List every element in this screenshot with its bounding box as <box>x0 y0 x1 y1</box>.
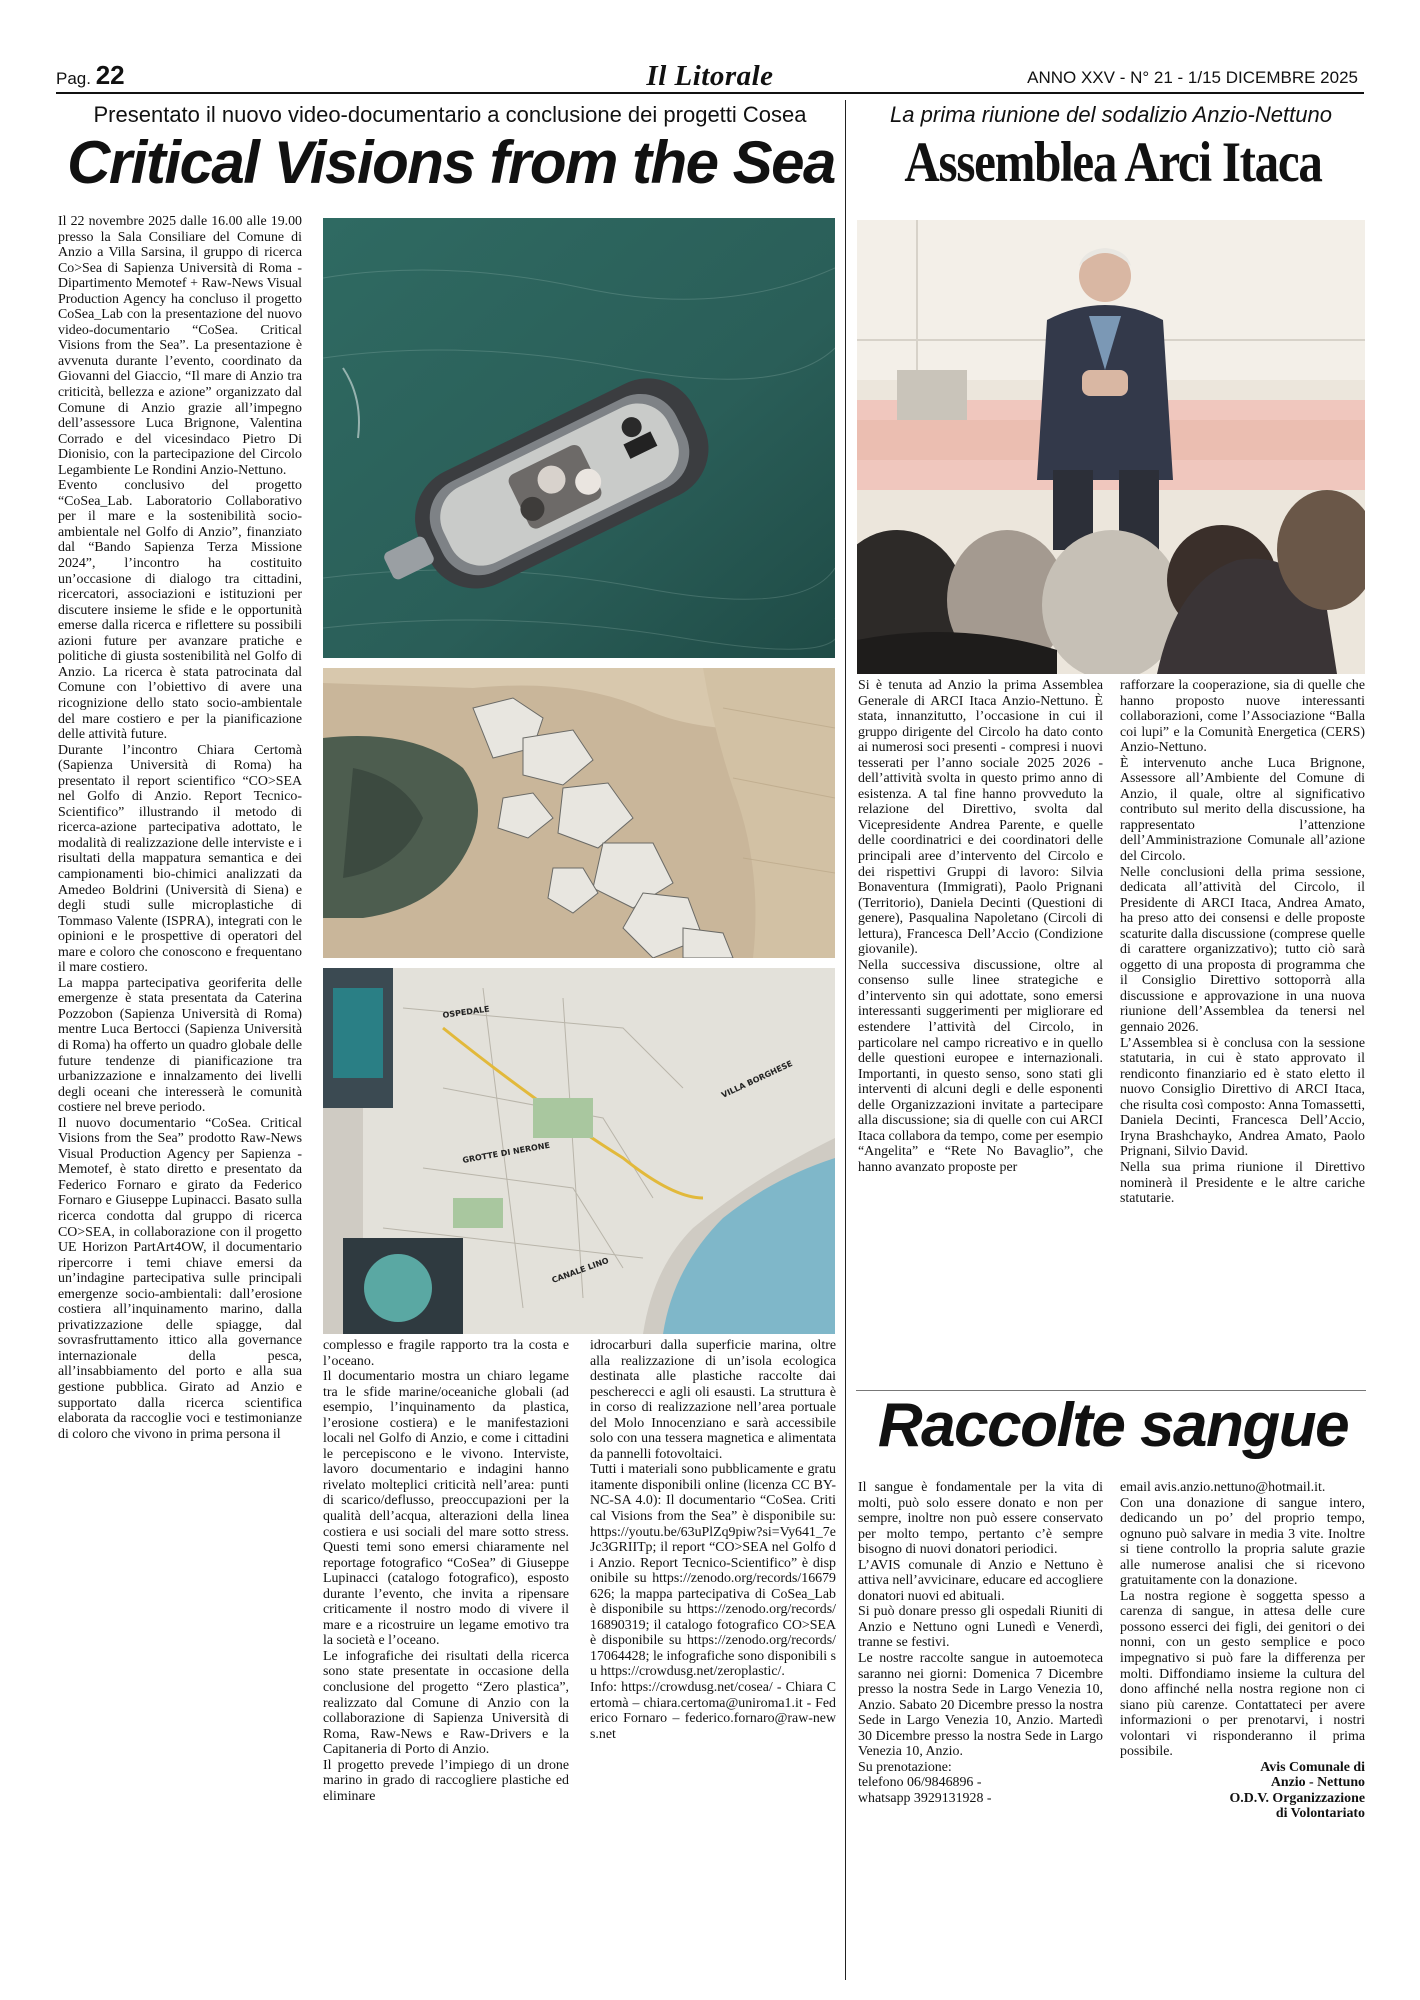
newspaper-title: Il Litorale <box>646 60 774 92</box>
speaker-photo <box>857 220 1365 674</box>
aerial-boat-photo <box>323 218 835 658</box>
cosea-column-3 <box>590 1338 836 1983</box>
issue-info: ANNO XXV - N° 21 - 1/15 DICEMBRE 2025 <box>1027 68 1358 87</box>
arci-kicker: La prima riunione del sodalizio Anzio-Nettuno <box>890 102 1332 127</box>
arci-paragraph: Nelle conclusioni della prima sessione, dedicata all’attività del Circolo, il Presidente di ARCI Itaca, Andrea Amato, ha preso atto dei consensi e delle proposte scaturite dalla discussione (comprese quelle di carattere organizzativo); tutto ciò sarà oggetto di una proposta di programma che il Consiglio Direttivo sottoporrà alla discussione e approvazione in una nuova riunione dell’Assemblea da tenersi nel gennaio 2026. <box>1120 864 1365 1036</box>
map-label: VILLA BORGHESE <box>720 1058 794 1100</box>
sangue-contact-phone: telefono 06/9846896 - <box>858 1775 982 1791</box>
map-label: CANALE LINO <box>550 1255 610 1285</box>
cosea-headline: Critical Visions from the Sea <box>67 129 835 196</box>
map-label: GROTTE DI NERONE <box>461 1140 551 1165</box>
arci-paragraph: È intervenuto anche Luca Brignone, Assessore all’Ambiente del Comune di Anzio, il quale, oltre al significativo contributo sul merito della discussione, ha rappresentato l’attenzione dell’Amministrazione Comunale all’azione del Circolo. <box>1120 755 1365 865</box>
cosea-paragraph: Info: https://crowdusg.net/cosea/ - Chiara Certomà – chiara.certoma@uniroma1.it - Federico Fornaro – federico.fornaro@raw-news.net <box>590 1680 836 1742</box>
sangue-column-2 <box>1120 1480 1365 1985</box>
sangue-paragraph: Il sangue è fondamentale per la vita di molti, può solo essere donato e non per sempre, inoltre non può essere conservato per molto tempo, pertanto c’è sempre bisogno di nuovi donatori periodici. <box>858 1480 1103 1558</box>
cosea-paragraph: idrocarburi dalla superficie marina, oltre alla realizzazione di un’isola ecologica destinata alle plastiche raccolte dai pescherecci e agli oli esausti. La struttura è in corso di realizzazione nell’area portuale del Molo Innocenziano e sarà accessibile solo con una tessera magnetica e alimentata da pannelli fotovoltaici. <box>590 1338 836 1462</box>
arci-paragraph: L’Assemblea si è conclusa con la sessione statutaria, in cui è stato approvato il rendiconto finanziario ed è stato eletto il nuovo Consiglio Direttivo di ARCI Itaca, che risulta così composto: Anna Tomassetti, Daniela Decinti, Francesca Dell’Accio, Iryna Brashchayko, Andrea Amato, Paolo Prignani, Silvio David. <box>1120 1035 1365 1160</box>
arci-paragraph: Si è tenuta ad Anzio la prima Assemblea Generale di ARCI Itaca Anzio-Nettuno. È stata, innanzitutto, l’occasione in cui il gruppo dirigente del Circolo ha dato conto ai numerosi soci presenti - compresi i nuovi tesserati per l’anno sociale 2025 2026 - dell’attività svolta in questo primo anno di esistenza. A tal fine hanno provveduto la relazione del Direttivo, svolta dal Vicepresidente Andrea Parente, e quelle delle coordinatrici e dei coordinatori delle principali aree d’intervento del Circolo e dei rispettivi Gruppi di lavoro: Silvia Bonaventura (Immigrati), Paolo Prignani (Territorio), Daniela Decinti (Questioni di genere), Pasqualina Napoletano (Circoli di lettura), Francesca Dell’Accio (Condizione giovanile). <box>858 678 1103 958</box>
sangue-paragraph: Si può donare presso gli ospedali Riuniti di Anzio e Nettuno ogni Lunedì e Venerdì, tranne se festivi. <box>858 1604 1103 1651</box>
cosea-paragraph: Il nuovo documentario “CoSea. Critical Visions from the Sea” prodotto Raw-News Visual Production Agency per Sapienza - Memotef, è stato diretto e presentato da Federico Fornaro e girato da Federico Fornaro e Giuseppe Lupinacci. Basato sulla ricerca condotta dal gruppo di ricerca CO>SEA, in collaborazione con il progetto UE Horizon PartArt4OW, il documentario ripercorre i temi chiave emersi da un’indagine partecipativa sulle principali emergenze socio-ambientali: dall’erosione costiera all’inquinamento marino, dalla privatizzazione delle spiagge, dal sovrasfruttamento ittico alla governance internazionale della pesca, all’insabbiamento del porto e alla sua gestione pubblica. Girato ad Anzio e supportato dalla ricerca scientifica elaborata da raccoglie voci e testimonianze di coloro che vivono in prima persona il <box>58 1115 302 1442</box>
arci-paragraph: Nella successiva discussione, oltre al consenso sulle linee strategiche e d’intervento sin qui adottate, sono emersi interessanti suggerimenti per migliorare ed estendere l’attività del Circolo, in particolare nel campo ricreativo e in quello delle questioni europee e internazionali. Importanti, in questo senso, sono stati gli interventi di alcuni degli e delle esponenti delle Organizzazioni invitate a partecipare alla discussione; sia di quelle con cui ARCI Itaca collabora da tempo, come per esempio “Angelita” e “Rete No Bavaglio”, che hanno avanzato proposte per <box>858 957 1103 1175</box>
cosea-kicker: Presentato il nuovo video-documentario a conclusione dei progetti Cosea <box>93 102 807 127</box>
page-number: 22 <box>95 60 125 90</box>
cosea-column-1 <box>58 214 302 1984</box>
sangue-headline: Raccolte sangue <box>877 1391 1349 1460</box>
arci-column-2 <box>1120 678 1365 1383</box>
header-rule <box>56 92 1364 94</box>
sangue-paragraph: L’AVIS comunale di Anzio e Nettuno è attiva nell’avvicinare, educare ed accogliere donatori nuovi ed abituali. <box>858 1557 1103 1604</box>
cosea-paragraph: Evento conclusivo del progetto “CoSea_Lab. Laboratorio Collaborativo per il mare e la sostenibilità socio-ambientale nel Golfo di Anzio”, finanziato dal “Bando Sapienza Terza Missione 2024”, l’incontro ha costituito un’occasione di dialogo tra cittadini, ricercatori, associazioni e istituzioni per discutere insieme le sfide e le opportunità emerse dalla ricerca e riflettere su possibili azioni future per avanzare pratiche e politiche di giusta sostenibilità nel Golfo di Anzio. La ricerca è stata patrocinata dal Comune con l’obiettivo di avere una ricognizione dello stato socio-ambientale del mare costiero e per la pianificazione delle attività future. <box>58 478 302 743</box>
cosea-paragraph: complesso e fragile rapporto tra la costa e l’oceano. <box>323 1338 569 1369</box>
sangue-paragraph: La nostra regione è soggetta spesso a carenza di sangue, in attesa delle cure possono esserci dei figli, dei genitori o dei nonni, con un gesto semplice e poco impegnativo si può fare la differenza per molti. Diffondiamo insieme la cultura del dono affinché nella nostra regione non ci siano più carenze. Contattateci per avere informazioni o per prenotarvi, i nostri volontari vi risponderanno il prima possibile. <box>1120 1588 1365 1760</box>
sangue-signature: Avis Comunale di Anzio - Nettuno O.D.V. Organizzazione di Volontariato <box>1229 1759 1365 1822</box>
cosea-paragraph: Il progetto prevede l’impiego di un drone marino in grado di raccogliere plastiche ed eliminare <box>323 1757 569 1804</box>
cosea-paragraph: La mappa partecipativa georiferita delle emergenze è stata presentata da Caterina Pozzobon (Sapienza Università di Roma) mentre Luca Bertocci (Sapienza Università di Roma) ha offerto un quadro globale delle future tendenze di pianificazione tra urbanizzazione e innalzamento dei livelli degli oceani che interesserà le comunità costiere nel breve periodo. <box>58 975 302 1116</box>
sangue-column-1 <box>858 1480 1103 1985</box>
arci-column-1 <box>858 678 1103 1383</box>
arci-headline: Assemblea Arci Itaca <box>904 131 1322 194</box>
cosea-column-2 <box>323 1338 569 1983</box>
column-divider <box>845 100 846 1980</box>
sangue-contact-whatsapp: whatsapp 3929131928 - <box>858 1790 992 1806</box>
sangue-paragraph: Le nostre raccolte sangue in autoemoteca saranno nei giorni: Domenica 7 Dicembre presso la nostra Sede in Largo Venezia 10, Anzio. Sabato 20 Dicembre presso la nostra Sede in Largo Venezia 10, Anzio. Martedì 30 Dicembre presso la nostra Sede in Largo Venezia 10, Anzio. <box>858 1651 1103 1760</box>
coastal-rocks-photo <box>323 668 835 958</box>
cosea-paragraph: Le infografiche dei risultati della ricerca sono state presentate in occasione della conclusione del progetto “Zero plastica”, realizzato dal Comune di Anzio con la collaborazione di Sapienza Università di Roma, Raw-News e Raw-Drivers e la Capitaneria di Porto di Anzio. <box>323 1648 569 1758</box>
sangue-paragraph: Su prenotazione: <box>858 1759 952 1775</box>
page-label: Pag. 22 <box>56 60 125 90</box>
map-label: OSPEDALE <box>442 1004 491 1020</box>
cosea-paragraph: Il documentario mostra un chiaro legame tra le sfide marine/oceaniche globali (ad esempio, l’inquinamento da plastica, l’erosione costiera) e le manifestazioni locali nel Golfo di Anzio, e come i cittadini le percepiscono e le vivono. Interviste, lavoro documentario e indagini hanno rivelato molteplici criticità nell’area: punti di scarico/deflusso, preoccupazioni per la qualità dell’acqua, alterazioni della linea costiera e usi sociali del mare sotto stress. Questi temi sono emersi chiaramente nel reportage fotografico “CoSea” di Giuseppe Lupinacci (catalogo fotografico), esposto durante l’evento, che invita a ripensare criticamente il nostro modo di vivere il mare e a ricostruire un legame emotivo tra la società e l’oceano. <box>323 1369 569 1649</box>
cosea-paragraph: Il 22 novembre 2025 dalle 16.00 alle 19.00 presso la Sala Consiliare del Comune di Anzio a Villa Sarsina, il gruppo di ricerca Co>Sea di Sapienza Università di Roma - Dipartimento Memotef + Raw-News Visual Production Agency ha concluso il progetto CoSea_Lab con la presentazione del nuovo video-documentario “CoSea. Critical Visions from the Sea”. La presentazione è avvenuta durante l’evento, coordinato da Giovanni del Giaccio, “Il mare di Anzio tra criticità, bellezza e azione” organizzato dal Comune di Anzio grazie all’impegno dell’assessore Luca Brignone, Valentina Corrado e del vicesindaco Pietro Di Dionisio, con la partecipazione del Circolo Legambiente Le Rondini Anzio-Nettuno. <box>58 214 302 478</box>
arci-paragraph: rafforzare la cooperazione, sia di quelle che hanno proposto nuove interessanti collaborazioni, come l’Associazione “Balla coi lupi” e la Comunità Energetica (CERS) Anzio-Nettuno. <box>1120 678 1365 756</box>
sangue-paragraph: Con una donazione di sangue intero, dedicando un po’ del proprio tempo, ognuno può salvare in media 3 vite. Inoltre si tiene controllo la propria salute grazie alle numerose analisi che si ricevono gratuitamente con la donazione. <box>1120 1495 1365 1589</box>
cosea-paragraph: Tutti i materiali sono pubblicamente e gratuitamente disponibili online (licenza CC BY-NC-SA 4.0): Il documentario “CoSea. Critical Visions from the Sea” è disponibile su: https://youtu.be/63uPlZq9piw?si=Vy641_7eJc3GRIITp; il report “CO>SEA nel Golfo di Anzio. Report Tecnico-Scientifico” è disponibile su https://zenodo.org/records/16679626; la mappa partecipativa di CoSea_Lab è disponibile su https://zenodo.org/records/16890319; il catalogo fotografico CO>SEA è disponibile su https://zenodo.org/records/17064428; le infografiche sono disponibili su https://crowdusg.net/zeroplastic/. <box>590 1462 836 1680</box>
participatory-map-photo <box>323 968 835 1334</box>
sangue-contact-email: email avis.anzio.nettuno@hotmail.it. <box>1120 1480 1326 1495</box>
arci-paragraph: Nella sua prima riunione il Direttivo nominerà il Presidente e le altre cariche statutarie. <box>1120 1159 1365 1207</box>
cosea-paragraph: Durante l’incontro Chiara Certomà (Sapienza Università di Roma) ha presentato il report scientifico “CO>SEA nel Golfo di Anzio. Report Tecnico-Scientifico” illustrando il metodo di ricerca-azione partecipativa adottato, le modalità di realizzazione delle interviste e i risultati della mappatura semantica e dei campionamenti bio-chimici analizzati da Amedeo Boldrini (Università di Siena) e degli studi sulle microplastiche di Tommaso Valente (ISPRA), integrati con le opinioni e le prospettive di operatori del mare e coloro che conoscono e frequentano il mare costiero. <box>58 742 302 976</box>
